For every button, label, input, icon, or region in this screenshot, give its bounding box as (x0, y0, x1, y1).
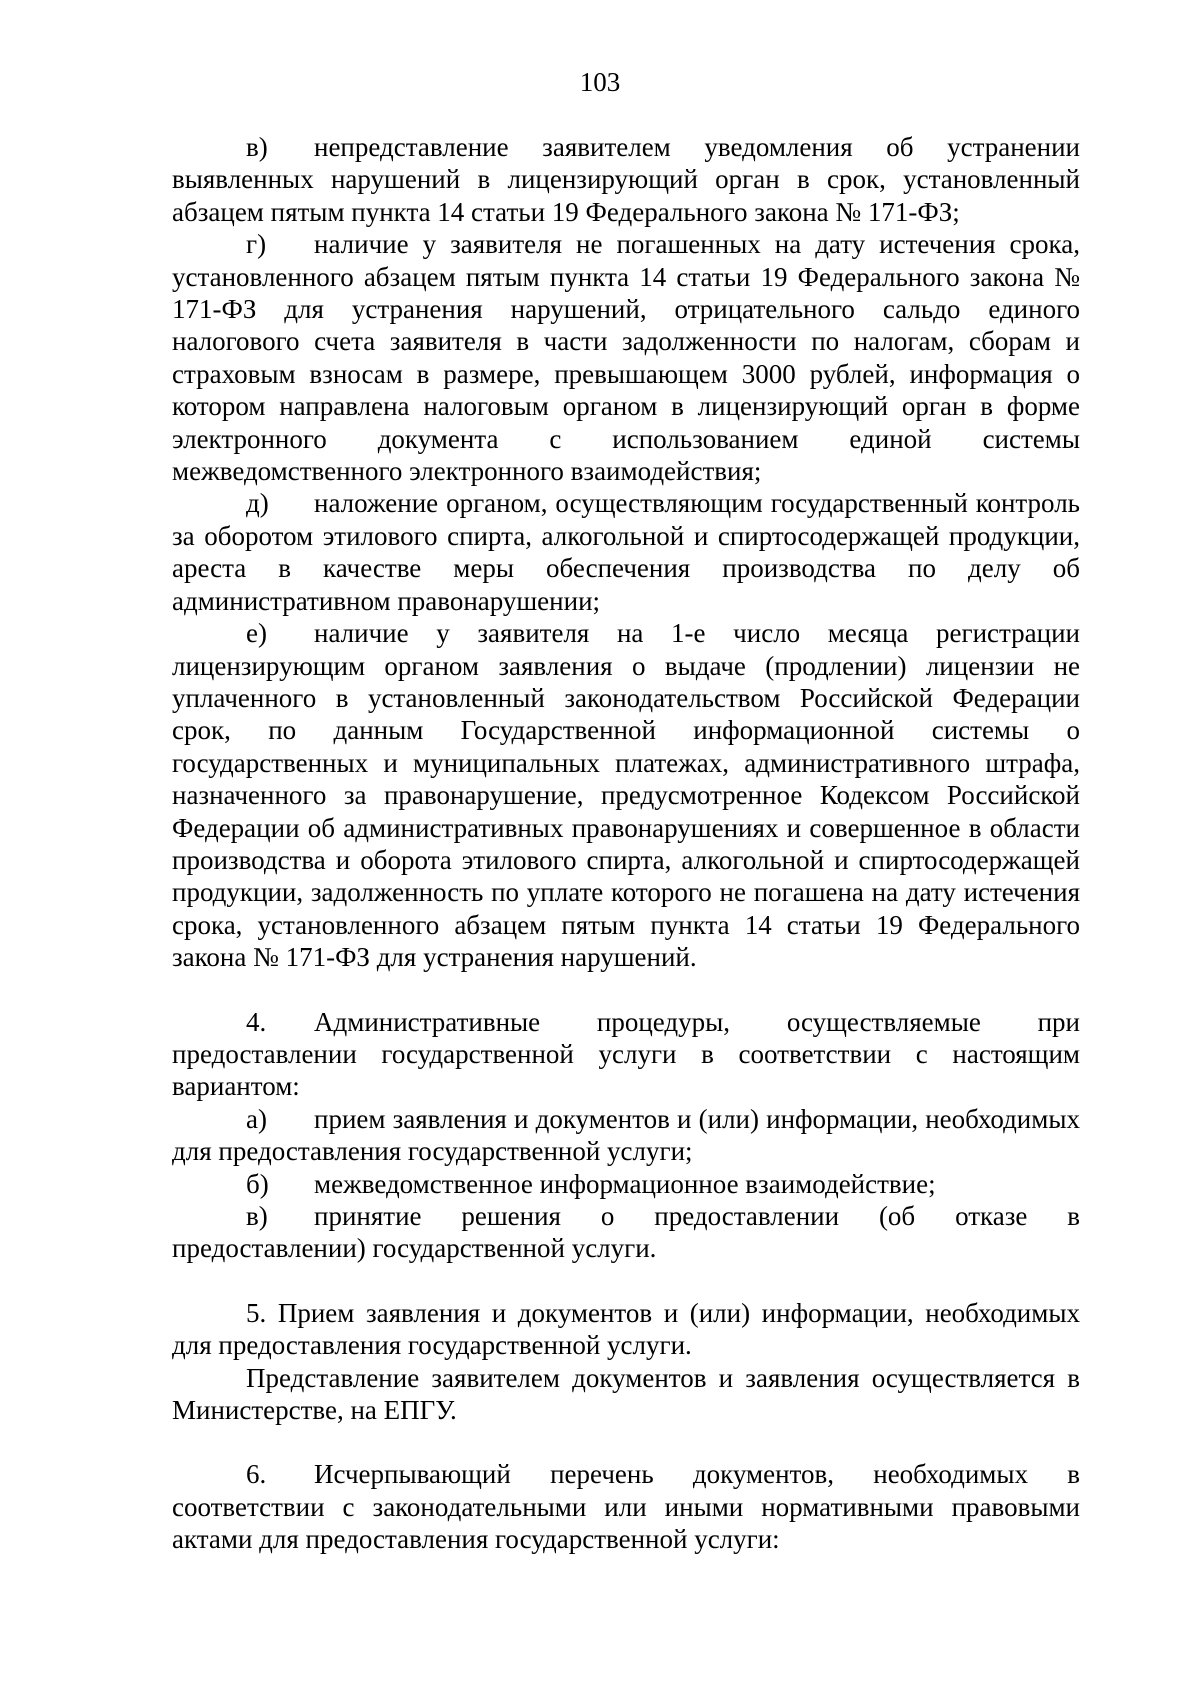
paragraph-gap (172, 1265, 1080, 1297)
paragraph-text: наложение органом, осуществляющим государственный контроль за оборотом этилового спирта, алкогольной и спиртосодержащей продукции, ареста в качестве меры обеспечения производства по делу об административном правонарушении; (172, 488, 1080, 616)
item-marker: в) (246, 132, 268, 162)
paragraph-item-e (172, 617, 1080, 973)
paragraph-text: Исчерпывающий перечень документов, необходимых в соответствии с законодательными или иными нормативными правовыми актами для предоставления государственной услуги: (172, 1459, 1080, 1555)
paragraph-text: наличие у заявителя не погашенных на дату истечения срока, установленного абзацем пятым пункта 14 статьи 19 Федерального закона № 171-ФЗ для устранения нарушений, отрицательного сальдо единого налогового счета заявителя в части задолженности по налогам, сборам и страховым взносам в размере, превышающем 3000 рублей, информация о котором направлена налоговым органом в лицензирующий орган в форме электронного документа с использованием единой системы межведомственного электронного взаимодействия; (172, 229, 1080, 487)
paragraph-text: 5. Прием заявления и документов и (или) информации, необходимых для предоставления государственной услуги. (172, 1297, 1080, 1361)
paragraph-item-b (172, 1168, 1080, 1200)
paragraph-text: прием заявления и документов и (или) информации, необходимых для предоставления государственной услуги; (172, 1103, 1080, 1167)
paragraph-submission (172, 1362, 1080, 1427)
paragraph-section-5 (172, 1297, 1080, 1362)
paragraph-text: Административные процедуры, осуществляемые при предоставлении государственной услуги в соответствии с настоящим вариантом: (172, 1006, 1080, 1102)
paragraph-gap (172, 974, 1080, 1006)
item-marker: г) (246, 229, 267, 260)
paragraph-text: непредставление заявителем уведомления об устранении выявленных нарушений в лицензирующий орган в срок, установленный абзацем пятым пункта 14 статьи 19 Федерального закона № 171-ФЗ; (172, 132, 1080, 227)
paragraph-section-4 (172, 1006, 1080, 1103)
paragraph-text: принятие решения о предоставлении (об отказе в предоставлении) государственной услуги. (172, 1201, 1080, 1264)
item-marker: е) (246, 618, 267, 649)
page-number: 103 (579, 67, 621, 97)
item-marker: в) (246, 1201, 268, 1231)
paragraph-section-6 (172, 1458, 1080, 1555)
item-marker: а) (246, 1103, 267, 1134)
document-body (172, 131, 1080, 1556)
paragraph-item-d (172, 487, 1080, 617)
item-marker: б) (246, 1168, 269, 1199)
paragraph-gap (172, 1426, 1080, 1458)
paragraph-item-a (172, 1103, 1080, 1168)
paragraph-item-g (172, 228, 1080, 487)
paragraph-text: межведомственное информационное взаимодействие; (314, 1168, 936, 1199)
paragraph-text: наличие у заявителя на 1-е число месяца регистрации лицензирующим органом заявления о выдаче (продлении) лицензии не уплаченного в установленный законодательством Российской Федерации срок, по данным Государственной информационной системы о государственных и муниципальных платежах, административного штрафа, назначенного за правонарушение, предусмотренное Кодексом Российской Федерации об административных правонарушениях и совершенное в области производства и оборота этилового спирта, алкогольной и спиртосодержащей продукции, задолженность по уплате которого не погашена на дату истечения срока, установленного абзацем пятым пункта 14 статьи 19 Федерального закона № 171-ФЗ для устранения нарушений. (172, 618, 1080, 973)
item-marker: 4. (246, 1006, 267, 1037)
paragraph-text: Представление заявителем документов и заявления осуществляется в Министерстве, на ЕПГУ. (172, 1362, 1080, 1426)
paragraph-item-v (172, 131, 1080, 228)
item-marker: 6. (246, 1459, 267, 1490)
paragraph-item-v2 (172, 1200, 1080, 1265)
item-marker: д) (246, 488, 269, 519)
